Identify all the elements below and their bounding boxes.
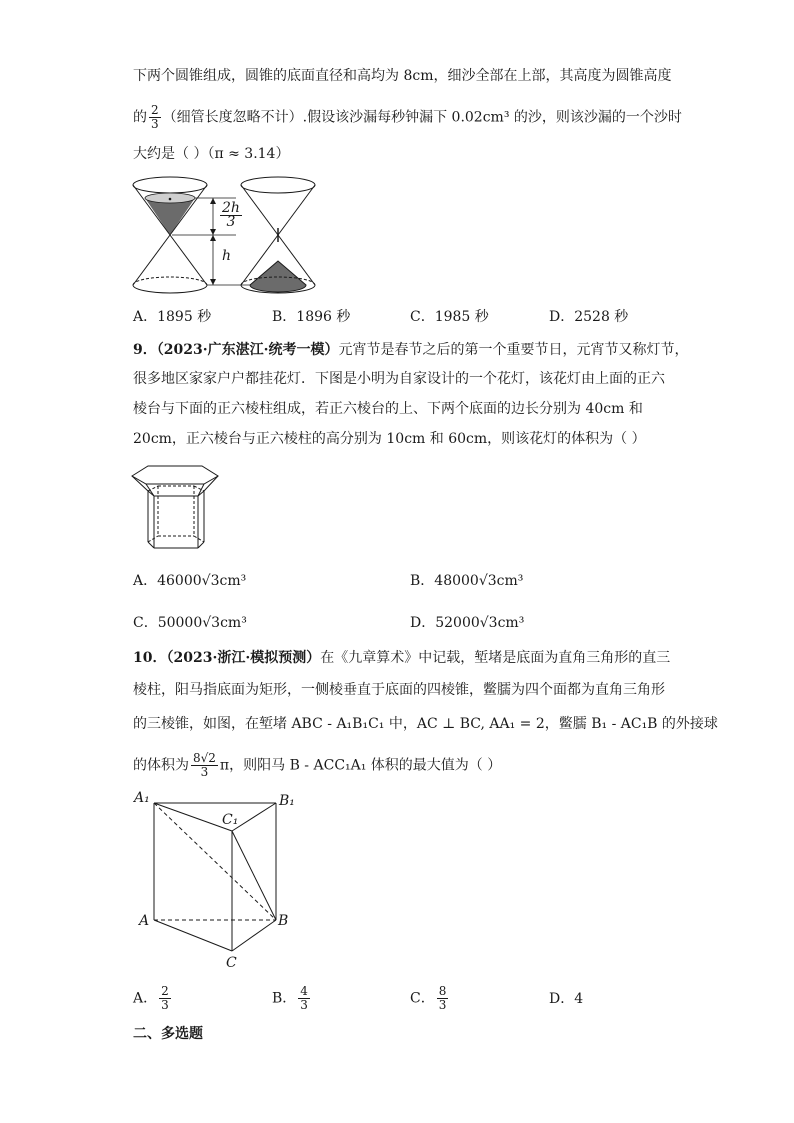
hourglass-figure-right [236, 170, 326, 300]
q10-text-line-2: 棱柱，阳马指底面为矩形，一侧棱垂直于底面的四棱锥，鳖臑为四个面都为直角三角形 [133, 682, 665, 698]
q8-option-b[interactable]: B．1896 秒 [272, 309, 351, 325]
q9-source: （2023·广东湛江·统考一模） [156, 342, 339, 358]
label-b1: B₁ [279, 793, 295, 809]
q8-line2-pre: 的 [133, 109, 147, 126]
q10-line4-post: π，则阳马 B - ACC₁A₁ 体积的最大值为（ ） [219, 757, 502, 774]
q10-line4-pre: 的体积为 [133, 757, 189, 774]
label-c: C [226, 955, 237, 971]
q10-option-c[interactable]: C． $\frac{8}{3}$ [410, 984, 447, 1012]
q8-text-line-2 [133, 104, 682, 131]
label-b: B [278, 913, 289, 929]
q9-text-line-2: 很多地区家家户户都挂花灯．下图是小明为自家设计的一个花灯，该花灯由上面的正六 [133, 371, 665, 387]
label-a1: A₁ [134, 790, 150, 806]
q10-option-d[interactable]: D．4 [549, 991, 584, 1007]
q10-line1: 在《九章算术》中记载，堑堵是底面为直角三角形的直三 [320, 650, 671, 666]
q10-volume-fraction: $\frac{8√2}{3}$ [193, 751, 216, 779]
q9-number: 9． [133, 342, 157, 358]
q10-option-b[interactable]: B． $\frac{4}{3}$ [272, 984, 308, 1012]
section-heading-multiple-choice: 二、多选题 [133, 1026, 203, 1042]
label-c1: C₁ [222, 812, 239, 828]
q9-option-b[interactable]: B．48000√3cm³ [410, 573, 524, 589]
hourglass-label-h: h [222, 248, 232, 264]
q10-text-line-1 [133, 648, 670, 668]
q9-text-line-4: 20cm，正六棱台与正六棱柱的高分别为 10cm 和 60cm，则该花灯的体积为（ ） [133, 431, 646, 447]
lantern-figure [128, 462, 228, 557]
q10-source: （2023·浙江·模拟预测） [166, 650, 321, 666]
q8-option-d[interactable]: D．2528 秒 [549, 309, 629, 325]
prism-figure [130, 785, 310, 980]
q8-option-a[interactable]: A．1895 秒 [133, 309, 212, 325]
q10-number: 10． [133, 650, 167, 666]
q10-text-line-3: 的三棱锥，如图，在堑堵 ABC - A₁B₁C₁ 中，AC ⊥ BC, AA₁ = 2，鳖臑 B₁ - AC₁B 的外接球 [133, 716, 718, 732]
q9-text-line-1 [133, 340, 688, 360]
q9-line1: 元宵节是春节之后的第一个重要节日，元宵节又称灯节， [338, 342, 689, 358]
label-a: A [139, 913, 150, 929]
q9-text-line-3: 棱台与下面的正六棱柱组成，若正六棱台的上、下两个底面的边长分别为 40cm 和 [133, 401, 643, 417]
q8-line2-post: （细管长度忽略不计）.假设该沙漏每秒钟漏下 0.02cm³ 的沙，则该沙漏的一个沙时 [162, 109, 682, 126]
q9-option-d[interactable]: D．52000√3cm³ [410, 615, 525, 631]
q8-fraction: $\frac{2}{3}$ [151, 103, 159, 131]
q10-option-a[interactable]: A． $\frac{2}{3}$ [133, 984, 169, 1012]
q9-option-a[interactable]: A．46000√3cm³ [133, 573, 247, 589]
q9-option-c[interactable]: C．50000√3cm³ [133, 615, 247, 631]
q10-text-line-4 [133, 752, 501, 779]
q8-option-c[interactable]: C．1985 秒 [410, 309, 489, 325]
q8-text-line-3: 大约是（ ）（π ≈ 3.14） [133, 146, 290, 162]
q8-text-line-1: 下两个圆锥组成，圆锥的底面直径和高均为 8cm，细沙全部在上部，其高度为圆锥高度 [133, 68, 672, 84]
hourglass-label-2h-3: $\frac{2h}{3}$ [222, 200, 240, 230]
